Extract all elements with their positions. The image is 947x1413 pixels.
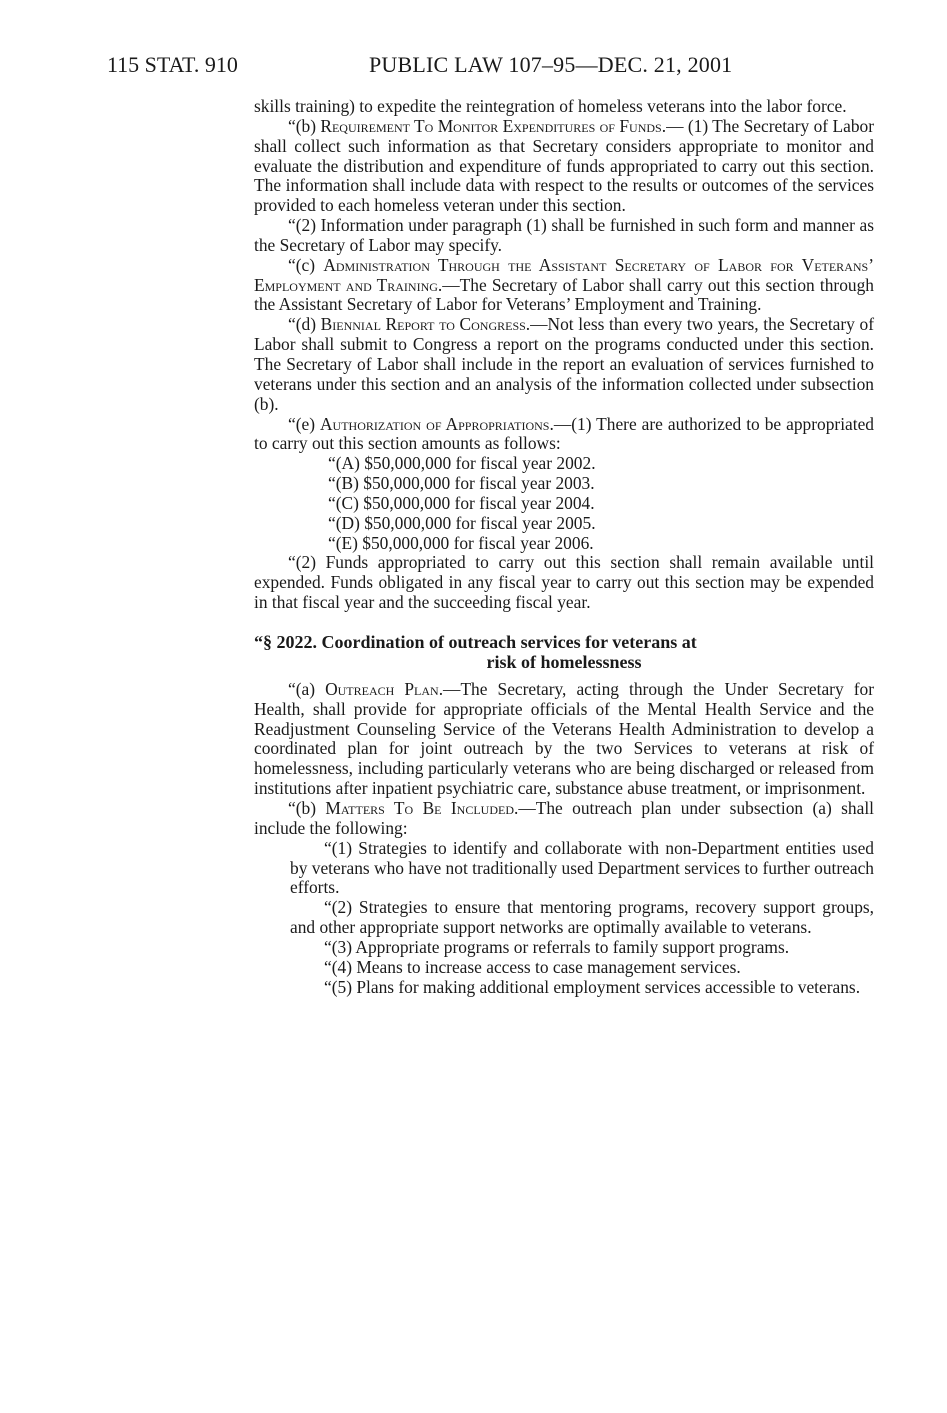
document-body bbox=[254, 97, 874, 997]
subsection-c-administration bbox=[254, 256, 874, 316]
subsection-open: “(e) bbox=[288, 413, 320, 434]
subsection-open: “(b) bbox=[288, 798, 326, 818]
subsection-text: —(1) There are authorized to be appropriated to carry out this section amounts as follows: bbox=[254, 413, 874, 454]
subsection-b-monitor-expenditures bbox=[254, 117, 874, 216]
appropriation-amount-d: “(D) $50,000,000 for fiscal year 2005. bbox=[328, 512, 596, 533]
list-item-4: “(4) Means to increase access to case management services. bbox=[324, 956, 741, 977]
appropriation-amount-c: “(C) $50,000,000 for fiscal year 2004. bbox=[328, 492, 595, 513]
appropriation-amount-e: “(E) $50,000,000 for fiscal year 2006. bbox=[328, 532, 594, 553]
section-2022-heading bbox=[254, 632, 874, 672]
section-heading-line1: “§ 2022. Coordination of outreach services for veterans at bbox=[254, 631, 697, 652]
appropriation-amount-a: “(A) $50,000,000 for fiscal year 2002. bbox=[328, 453, 596, 474]
stat-page-number: 115 STAT. 910 bbox=[107, 52, 238, 77]
subsection-caption: Matters To Be Included. bbox=[325, 798, 519, 818]
list-item-1: “(1) Strategies to identify and collaborate with non-Department entities used by veterans who have not traditionally used Department services to further outreach efforts. bbox=[290, 837, 874, 898]
public-law-citation: PUBLIC LAW 107–95—DEC. 21, 2001 bbox=[369, 52, 733, 77]
paragraph-continuation: skills training) to expedite the reintegration of homeless veterans into the labor force. bbox=[254, 96, 847, 116]
section-heading-line2: risk of homelessness bbox=[486, 651, 642, 672]
paragraph-2-information: “(2) Information under paragraph (1) shall be furnished in such form and manner as the Secretary of Labor may specify. bbox=[254, 215, 874, 255]
list-item-2: “(2) Strategies to ensure that mentoring programs, recovery support groups, and other appropriate support networks are optimally available to veterans. bbox=[290, 897, 874, 938]
subsection-open: “(d) bbox=[288, 314, 321, 335]
subsection-caption: Outreach Plan. bbox=[325, 678, 444, 699]
subsection-text: — (1) The Secretary of Labor shall collect such information as that Secretary considers appropriate to monitor and evaluate the distribution and expenditure of funds appropriated to carry out this section. The information shall include data with respect to the results or outcomes of the services provided to each homeless veteran under this section. bbox=[254, 115, 875, 216]
list-item-3: “(3) Appropriate programs or referrals to family support programs. bbox=[324, 936, 790, 957]
subsection-e-authorization bbox=[254, 415, 874, 455]
appropriation-amount-b: “(B) $50,000,000 for fiscal year 2003. bbox=[328, 473, 595, 494]
subsection-open: “(b) bbox=[288, 115, 321, 136]
subsection-caption: Administration Through the Assistant Secretary of Labor for Veterans’ Employment and Training. bbox=[254, 254, 874, 295]
page-header bbox=[107, 50, 887, 80]
subsection-text: —The outreach plan under subsection (a) shall include the following: bbox=[254, 798, 874, 838]
subsection-text: —Not less than every two years, the Secretary of Labor shall submit to Congress a report on the programs conducted under this section. The Secretary of Labor shall include in the report an evaluation of services furnished to veterans under this section and an analysis of the information collected under subsection (b). bbox=[254, 314, 874, 414]
subsection-open: “(c) bbox=[288, 254, 324, 275]
paragraph-2-funds-available: “(2) Funds appropriated to carry out this section shall remain available until expended. Funds obligated in any fiscal year to carry out this section may be expended in that fiscal year and the succeeding fiscal year. bbox=[254, 552, 874, 613]
subsection-caption: Authorization of Appropriations. bbox=[320, 413, 554, 434]
subsection-open: “(a) bbox=[288, 678, 326, 699]
subsection-caption: Biennial Report to Congress. bbox=[320, 314, 531, 335]
subsection-caption: Requirement To Monitor Expenditures of Funds. bbox=[320, 115, 667, 136]
list-item-5: “(5) Plans for making additional employment services accessible to veterans. bbox=[324, 976, 861, 997]
subsection-a-outreach-plan bbox=[254, 680, 874, 799]
subsection-text: —The Secretary, acting through the Under Secretary for Health, shall provide for appropriate officials of the Mental Health Service and the Readjustment Counseling Service of the Veterans Health Administration to develop a coordinated plan for joint outreach by the two Services to veterans at risk of homelessness, including particularly veterans who are being discharged or released from institutions after inpatient psychiatric care, substance abuse treatment, or imprisonment. bbox=[254, 678, 874, 799]
subsection-d-biennial-report bbox=[254, 315, 874, 414]
subsection-b-matters-included bbox=[254, 799, 874, 839]
subsection-text: —The Secretary of Labor shall carry out this section through the Assistant Secretary of Labor for Veterans’ Employment and Training. bbox=[254, 274, 874, 315]
